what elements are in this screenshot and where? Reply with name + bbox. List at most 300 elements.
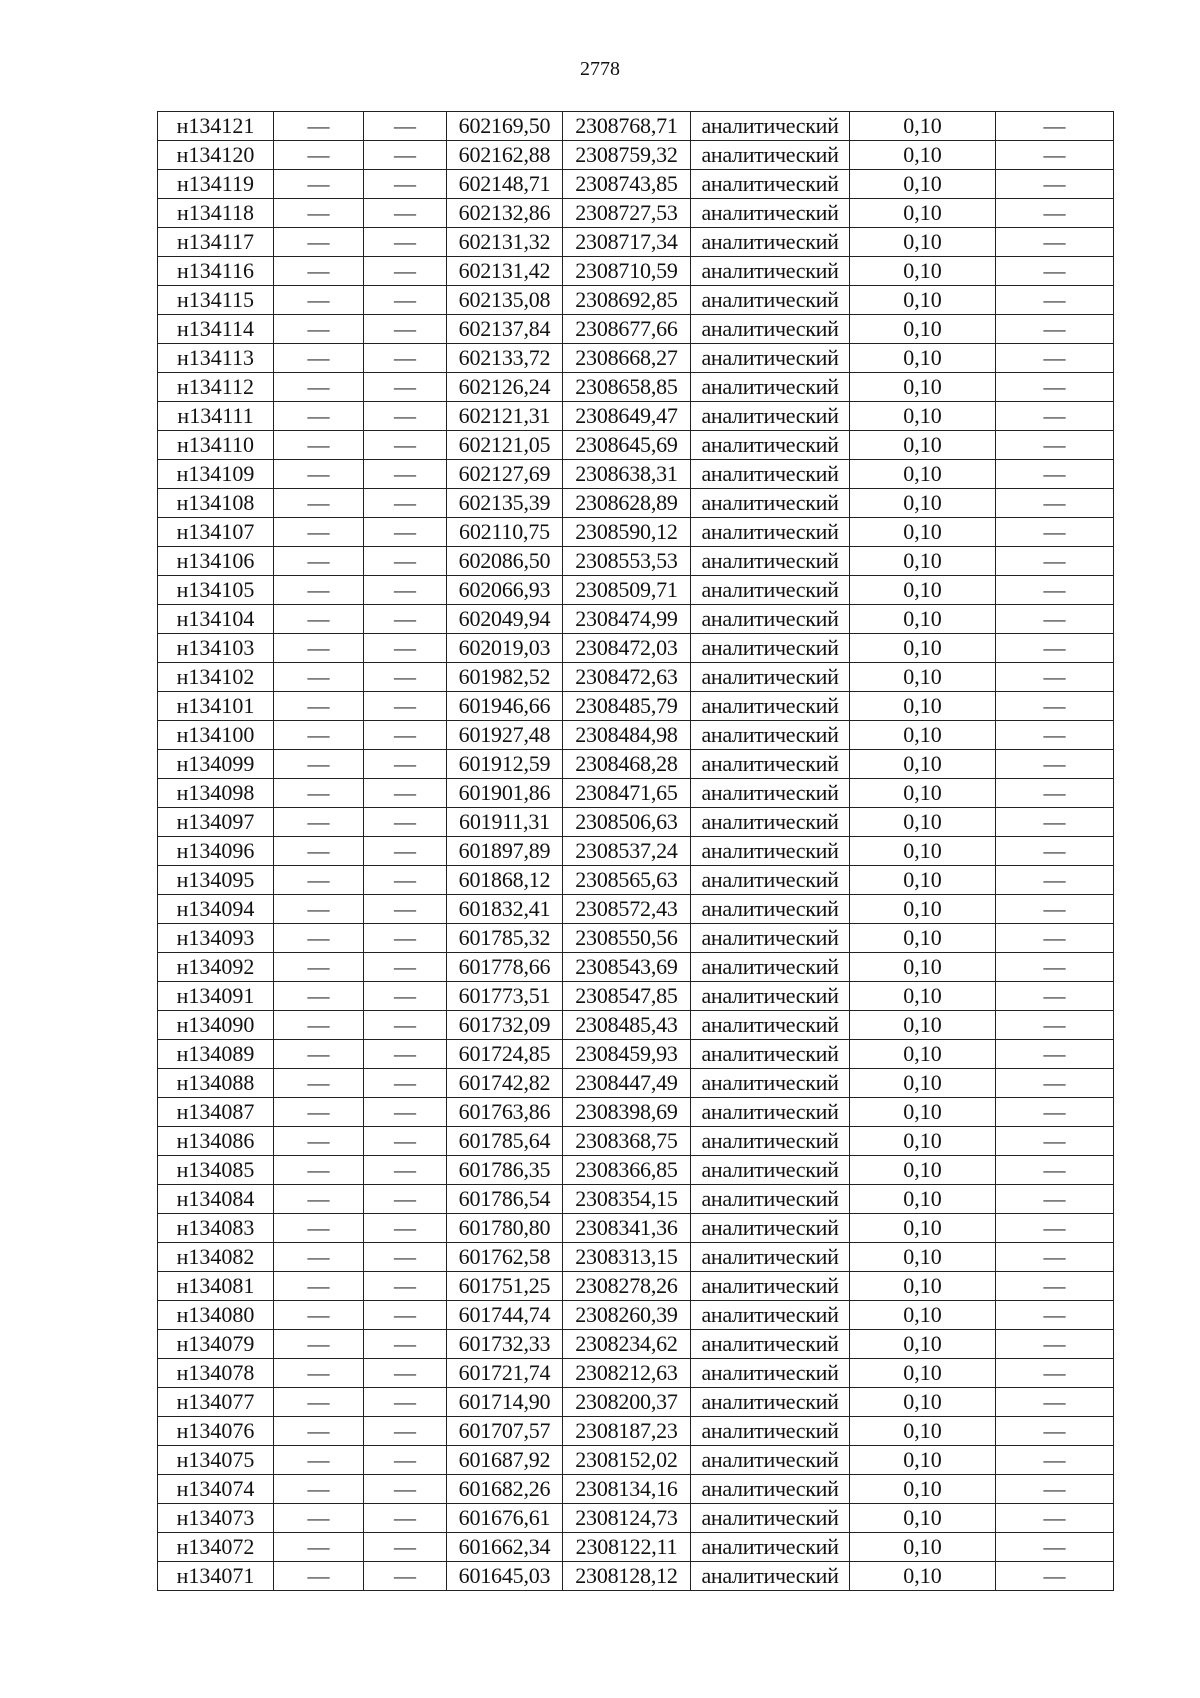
y-coordinate-cell: 2308124,73: [563, 1504, 691, 1533]
table-row: [158, 315, 1114, 344]
x-coordinate-cell: 601912,59: [447, 750, 563, 779]
dash-cell: —: [274, 1127, 364, 1156]
dash-cell: —: [996, 1272, 1114, 1301]
accuracy-cell: 0,10: [850, 634, 996, 663]
point-name-cell: н134109: [158, 460, 274, 489]
x-coordinate-cell: 602019,03: [447, 634, 563, 663]
y-coordinate-cell: 2308472,03: [563, 634, 691, 663]
x-coordinate-cell: 602131,42: [447, 257, 563, 286]
y-coordinate-cell: 2308368,75: [563, 1127, 691, 1156]
point-name-cell: н134121: [158, 112, 274, 141]
x-coordinate-cell: 602133,72: [447, 344, 563, 373]
dash-cell: —: [364, 1185, 447, 1214]
table-row: [158, 924, 1114, 953]
dash-cell: —: [996, 605, 1114, 634]
dash-cell: —: [996, 895, 1114, 924]
method-cell: аналитический: [691, 1127, 850, 1156]
table-row: [158, 112, 1114, 141]
y-coordinate-cell: 2308553,53: [563, 547, 691, 576]
point-name-cell: н134084: [158, 1185, 274, 1214]
accuracy-cell: 0,10: [850, 982, 996, 1011]
method-cell: аналитический: [691, 1446, 850, 1475]
accuracy-cell: 0,10: [850, 1156, 996, 1185]
x-coordinate-cell: 602086,50: [447, 547, 563, 576]
accuracy-cell: 0,10: [850, 866, 996, 895]
x-coordinate-cell: 601676,61: [447, 1504, 563, 1533]
table-row: [158, 1040, 1114, 1069]
table-row: [158, 344, 1114, 373]
dash-cell: —: [364, 1069, 447, 1098]
x-coordinate-cell: 601911,31: [447, 808, 563, 837]
table-row: [158, 518, 1114, 547]
accuracy-cell: 0,10: [850, 1417, 996, 1446]
y-coordinate-cell: 2308485,79: [563, 692, 691, 721]
table-row: [158, 547, 1114, 576]
y-coordinate-cell: 2308152,02: [563, 1446, 691, 1475]
dash-cell: —: [364, 373, 447, 402]
dash-cell: —: [274, 634, 364, 663]
dash-cell: —: [996, 779, 1114, 808]
dash-cell: —: [996, 1533, 1114, 1562]
method-cell: аналитический: [691, 779, 850, 808]
table-row: [158, 1475, 1114, 1504]
x-coordinate-cell: 601897,89: [447, 837, 563, 866]
dash-cell: —: [996, 460, 1114, 489]
table-row: [158, 1504, 1114, 1533]
dash-cell: —: [364, 1330, 447, 1359]
point-name-cell: н134083: [158, 1214, 274, 1243]
method-cell: аналитический: [691, 576, 850, 605]
y-coordinate-cell: 2308668,27: [563, 344, 691, 373]
dash-cell: —: [996, 1301, 1114, 1330]
x-coordinate-cell: 601762,58: [447, 1243, 563, 1272]
table-row: [158, 779, 1114, 808]
point-name-cell: н134085: [158, 1156, 274, 1185]
y-coordinate-cell: 2308122,11: [563, 1533, 691, 1562]
x-coordinate-cell: 602066,93: [447, 576, 563, 605]
accuracy-cell: 0,10: [850, 605, 996, 634]
point-name-cell: н134099: [158, 750, 274, 779]
accuracy-cell: 0,10: [850, 779, 996, 808]
y-coordinate-cell: 2308234,62: [563, 1330, 691, 1359]
dash-cell: —: [274, 663, 364, 692]
table-row: [158, 1156, 1114, 1185]
x-coordinate-cell: 602137,84: [447, 315, 563, 344]
method-cell: аналитический: [691, 1185, 850, 1214]
method-cell: аналитический: [691, 460, 850, 489]
accuracy-cell: 0,10: [850, 460, 996, 489]
dash-cell: —: [364, 663, 447, 692]
accuracy-cell: 0,10: [850, 228, 996, 257]
table-row: [158, 1417, 1114, 1446]
y-coordinate-cell: 2308313,15: [563, 1243, 691, 1272]
dash-cell: —: [996, 1127, 1114, 1156]
y-coordinate-cell: 2308278,26: [563, 1272, 691, 1301]
dash-cell: —: [996, 837, 1114, 866]
x-coordinate-cell: 601785,64: [447, 1127, 563, 1156]
dash-cell: —: [274, 1301, 364, 1330]
table-row: [158, 1330, 1114, 1359]
dash-cell: —: [274, 1069, 364, 1098]
dash-cell: —: [996, 1156, 1114, 1185]
x-coordinate-cell: 601724,85: [447, 1040, 563, 1069]
dash-cell: —: [364, 895, 447, 924]
method-cell: аналитический: [691, 663, 850, 692]
dash-cell: —: [274, 866, 364, 895]
y-coordinate-cell: 2308341,36: [563, 1214, 691, 1243]
dash-cell: —: [996, 663, 1114, 692]
dash-cell: —: [364, 750, 447, 779]
y-coordinate-cell: 2308677,66: [563, 315, 691, 344]
method-cell: аналитический: [691, 1330, 850, 1359]
dash-cell: —: [996, 1388, 1114, 1417]
dash-cell: —: [996, 315, 1114, 344]
point-name-cell: н134087: [158, 1098, 274, 1127]
point-name-cell: н134077: [158, 1388, 274, 1417]
table-row: [158, 286, 1114, 315]
x-coordinate-cell: 601763,86: [447, 1098, 563, 1127]
accuracy-cell: 0,10: [850, 1562, 996, 1591]
dash-cell: —: [274, 982, 364, 1011]
dash-cell: —: [364, 518, 447, 547]
x-coordinate-cell: 601687,92: [447, 1446, 563, 1475]
point-name-cell: н134113: [158, 344, 274, 373]
y-coordinate-cell: 2308484,98: [563, 721, 691, 750]
dash-cell: —: [364, 286, 447, 315]
method-cell: аналитический: [691, 1301, 850, 1330]
accuracy-cell: 0,10: [850, 402, 996, 431]
point-name-cell: н134116: [158, 257, 274, 286]
dash-cell: —: [274, 373, 364, 402]
accuracy-cell: 0,10: [850, 1475, 996, 1504]
dash-cell: —: [274, 344, 364, 373]
dash-cell: —: [996, 547, 1114, 576]
point-name-cell: н134115: [158, 286, 274, 315]
x-coordinate-cell: 602135,39: [447, 489, 563, 518]
y-coordinate-cell: 2308649,47: [563, 402, 691, 431]
x-coordinate-cell: 601744,74: [447, 1301, 563, 1330]
point-name-cell: н134107: [158, 518, 274, 547]
dash-cell: —: [274, 808, 364, 837]
accuracy-cell: 0,10: [850, 518, 996, 547]
accuracy-cell: 0,10: [850, 1330, 996, 1359]
x-coordinate-cell: 601751,25: [447, 1272, 563, 1301]
dash-cell: —: [274, 721, 364, 750]
dash-cell: —: [274, 228, 364, 257]
y-coordinate-cell: 2308572,43: [563, 895, 691, 924]
method-cell: аналитический: [691, 1417, 850, 1446]
point-name-cell: н134081: [158, 1272, 274, 1301]
table-row: [158, 1446, 1114, 1475]
y-coordinate-cell: 2308550,56: [563, 924, 691, 953]
point-name-cell: н134072: [158, 1533, 274, 1562]
dash-cell: —: [996, 1040, 1114, 1069]
method-cell: аналитический: [691, 199, 850, 228]
method-cell: аналитический: [691, 1156, 850, 1185]
dash-cell: —: [996, 141, 1114, 170]
y-coordinate-cell: 2308768,71: [563, 112, 691, 141]
method-cell: аналитический: [691, 1533, 850, 1562]
method-cell: аналитический: [691, 634, 850, 663]
method-cell: аналитический: [691, 837, 850, 866]
x-coordinate-cell: 602049,94: [447, 605, 563, 634]
point-name-cell: н134094: [158, 895, 274, 924]
dash-cell: —: [996, 112, 1114, 141]
dash-cell: —: [364, 953, 447, 982]
dash-cell: —: [274, 1243, 364, 1272]
y-coordinate-cell: 2308134,16: [563, 1475, 691, 1504]
y-coordinate-cell: 2308485,43: [563, 1011, 691, 1040]
y-coordinate-cell: 2308743,85: [563, 170, 691, 199]
dash-cell: —: [274, 924, 364, 953]
accuracy-cell: 0,10: [850, 1011, 996, 1040]
accuracy-cell: 0,10: [850, 170, 996, 199]
method-cell: аналитический: [691, 489, 850, 518]
x-coordinate-cell: 602121,05: [447, 431, 563, 460]
x-coordinate-cell: 602162,88: [447, 141, 563, 170]
x-coordinate-cell: 601927,48: [447, 721, 563, 750]
y-coordinate-cell: 2308509,71: [563, 576, 691, 605]
method-cell: аналитический: [691, 315, 850, 344]
x-coordinate-cell: 601721,74: [447, 1359, 563, 1388]
dash-cell: —: [996, 431, 1114, 460]
point-name-cell: н134105: [158, 576, 274, 605]
method-cell: аналитический: [691, 431, 850, 460]
dash-cell: —: [274, 402, 364, 431]
point-name-cell: н134112: [158, 373, 274, 402]
dash-cell: —: [364, 402, 447, 431]
dash-cell: —: [364, 1388, 447, 1417]
x-coordinate-cell: 601714,90: [447, 1388, 563, 1417]
dash-cell: —: [996, 1359, 1114, 1388]
dash-cell: —: [996, 1069, 1114, 1098]
dash-cell: —: [274, 1330, 364, 1359]
point-name-cell: н134082: [158, 1243, 274, 1272]
dash-cell: —: [274, 1272, 364, 1301]
dash-cell: —: [274, 1098, 364, 1127]
dash-cell: —: [364, 1011, 447, 1040]
dash-cell: —: [274, 1562, 364, 1591]
accuracy-cell: 0,10: [850, 257, 996, 286]
x-coordinate-cell: 601946,66: [447, 692, 563, 721]
dash-cell: —: [996, 953, 1114, 982]
accuracy-cell: 0,10: [850, 953, 996, 982]
table-row: [158, 1562, 1114, 1591]
accuracy-cell: 0,10: [850, 1098, 996, 1127]
dash-cell: —: [364, 170, 447, 199]
x-coordinate-cell: 601707,57: [447, 1417, 563, 1446]
method-cell: аналитический: [691, 605, 850, 634]
method-cell: аналитический: [691, 1214, 850, 1243]
accuracy-cell: 0,10: [850, 1069, 996, 1098]
method-cell: аналитический: [691, 982, 850, 1011]
dash-cell: —: [364, 1098, 447, 1127]
table-row: [158, 1098, 1114, 1127]
accuracy-cell: 0,10: [850, 1301, 996, 1330]
y-coordinate-cell: 2308628,89: [563, 489, 691, 518]
dash-cell: —: [364, 547, 447, 576]
method-cell: аналитический: [691, 257, 850, 286]
dash-cell: —: [274, 1214, 364, 1243]
point-name-cell: н134100: [158, 721, 274, 750]
dash-cell: —: [274, 576, 364, 605]
dash-cell: —: [274, 431, 364, 460]
method-cell: аналитический: [691, 1098, 850, 1127]
accuracy-cell: 0,10: [850, 924, 996, 953]
accuracy-cell: 0,10: [850, 1272, 996, 1301]
dash-cell: —: [364, 141, 447, 170]
dash-cell: —: [996, 750, 1114, 779]
point-name-cell: н134071: [158, 1562, 274, 1591]
table-body: [158, 112, 1114, 1591]
dash-cell: —: [274, 1040, 364, 1069]
point-name-cell: н134074: [158, 1475, 274, 1504]
method-cell: аналитический: [691, 808, 850, 837]
point-name-cell: н134090: [158, 1011, 274, 1040]
table-row: [158, 1301, 1114, 1330]
table-row: [158, 228, 1114, 257]
method-cell: аналитический: [691, 344, 850, 373]
point-name-cell: н134096: [158, 837, 274, 866]
accuracy-cell: 0,10: [850, 1127, 996, 1156]
method-cell: аналитический: [691, 286, 850, 315]
dash-cell: —: [364, 576, 447, 605]
point-name-cell: н134108: [158, 489, 274, 518]
table-row: [158, 170, 1114, 199]
dash-cell: —: [364, 199, 447, 228]
dash-cell: —: [996, 286, 1114, 315]
dash-cell: —: [274, 779, 364, 808]
dash-cell: —: [996, 924, 1114, 953]
dash-cell: —: [364, 1475, 447, 1504]
dash-cell: —: [274, 605, 364, 634]
dash-cell: —: [274, 257, 364, 286]
dash-cell: —: [274, 286, 364, 315]
accuracy-cell: 0,10: [850, 1533, 996, 1562]
x-coordinate-cell: 601645,03: [447, 1562, 563, 1591]
x-coordinate-cell: 602135,08: [447, 286, 563, 315]
point-name-cell: н134076: [158, 1417, 274, 1446]
dash-cell: —: [996, 170, 1114, 199]
dash-cell: —: [364, 605, 447, 634]
dash-cell: —: [364, 489, 447, 518]
table-row: [158, 866, 1114, 895]
dash-cell: —: [996, 1243, 1114, 1272]
x-coordinate-cell: 601662,34: [447, 1533, 563, 1562]
dash-cell: —: [274, 1533, 364, 1562]
dash-cell: —: [364, 1243, 447, 1272]
point-name-cell: н134079: [158, 1330, 274, 1359]
dash-cell: —: [996, 373, 1114, 402]
dash-cell: —: [996, 518, 1114, 547]
dash-cell: —: [364, 1504, 447, 1533]
dash-cell: —: [364, 1417, 447, 1446]
accuracy-cell: 0,10: [850, 547, 996, 576]
dash-cell: —: [274, 837, 364, 866]
point-name-cell: н134104: [158, 605, 274, 634]
table-row: [158, 982, 1114, 1011]
dash-cell: —: [364, 460, 447, 489]
method-cell: аналитический: [691, 1011, 850, 1040]
accuracy-cell: 0,10: [850, 808, 996, 837]
table-row: [158, 605, 1114, 634]
accuracy-cell: 0,10: [850, 750, 996, 779]
method-cell: аналитический: [691, 170, 850, 199]
dash-cell: —: [996, 808, 1114, 837]
dash-cell: —: [996, 344, 1114, 373]
method-cell: аналитический: [691, 866, 850, 895]
point-name-cell: н134088: [158, 1069, 274, 1098]
dash-cell: —: [996, 402, 1114, 431]
point-name-cell: н134091: [158, 982, 274, 1011]
point-name-cell: н134078: [158, 1359, 274, 1388]
dash-cell: —: [996, 721, 1114, 750]
x-coordinate-cell: 602132,86: [447, 199, 563, 228]
method-cell: аналитический: [691, 1359, 850, 1388]
point-name-cell: н134075: [158, 1446, 274, 1475]
point-name-cell: н134093: [158, 924, 274, 953]
accuracy-cell: 0,10: [850, 373, 996, 402]
dash-cell: —: [274, 489, 364, 518]
accuracy-cell: 0,10: [850, 663, 996, 692]
dash-cell: —: [996, 257, 1114, 286]
table-row: [158, 1359, 1114, 1388]
table-row: [158, 1243, 1114, 1272]
table-row: [158, 460, 1114, 489]
method-cell: аналитический: [691, 518, 850, 547]
method-cell: аналитический: [691, 1272, 850, 1301]
accuracy-cell: 0,10: [850, 344, 996, 373]
dash-cell: —: [274, 315, 364, 344]
point-name-cell: н134118: [158, 199, 274, 228]
method-cell: аналитический: [691, 1388, 850, 1417]
dash-cell: —: [996, 866, 1114, 895]
method-cell: аналитический: [691, 953, 850, 982]
table-row: [158, 1272, 1114, 1301]
y-coordinate-cell: 2308128,12: [563, 1562, 691, 1591]
accuracy-cell: 0,10: [850, 1504, 996, 1533]
table-row: [158, 895, 1114, 924]
point-name-cell: н134119: [158, 170, 274, 199]
y-coordinate-cell: 2308506,63: [563, 808, 691, 837]
dash-cell: —: [274, 1417, 364, 1446]
y-coordinate-cell: 2308447,49: [563, 1069, 691, 1098]
accuracy-cell: 0,10: [850, 1243, 996, 1272]
dash-cell: —: [364, 837, 447, 866]
table-row: [158, 1069, 1114, 1098]
y-coordinate-cell: 2308565,63: [563, 866, 691, 895]
method-cell: аналитический: [691, 112, 850, 141]
x-coordinate-cell: 601982,52: [447, 663, 563, 692]
y-coordinate-cell: 2308638,31: [563, 460, 691, 489]
y-coordinate-cell: 2308590,12: [563, 518, 691, 547]
table-row: [158, 199, 1114, 228]
dash-cell: —: [364, 344, 447, 373]
x-coordinate-cell: 601773,51: [447, 982, 563, 1011]
dash-cell: —: [996, 1504, 1114, 1533]
y-coordinate-cell: 2308717,34: [563, 228, 691, 257]
table-row: [158, 402, 1114, 431]
accuracy-cell: 0,10: [850, 431, 996, 460]
y-coordinate-cell: 2308692,85: [563, 286, 691, 315]
accuracy-cell: 0,10: [850, 837, 996, 866]
y-coordinate-cell: 2308727,53: [563, 199, 691, 228]
x-coordinate-cell: 601778,66: [447, 953, 563, 982]
x-coordinate-cell: 601732,33: [447, 1330, 563, 1359]
y-coordinate-cell: 2308187,23: [563, 1417, 691, 1446]
point-name-cell: н134080: [158, 1301, 274, 1330]
x-coordinate-cell: 602110,75: [447, 518, 563, 547]
